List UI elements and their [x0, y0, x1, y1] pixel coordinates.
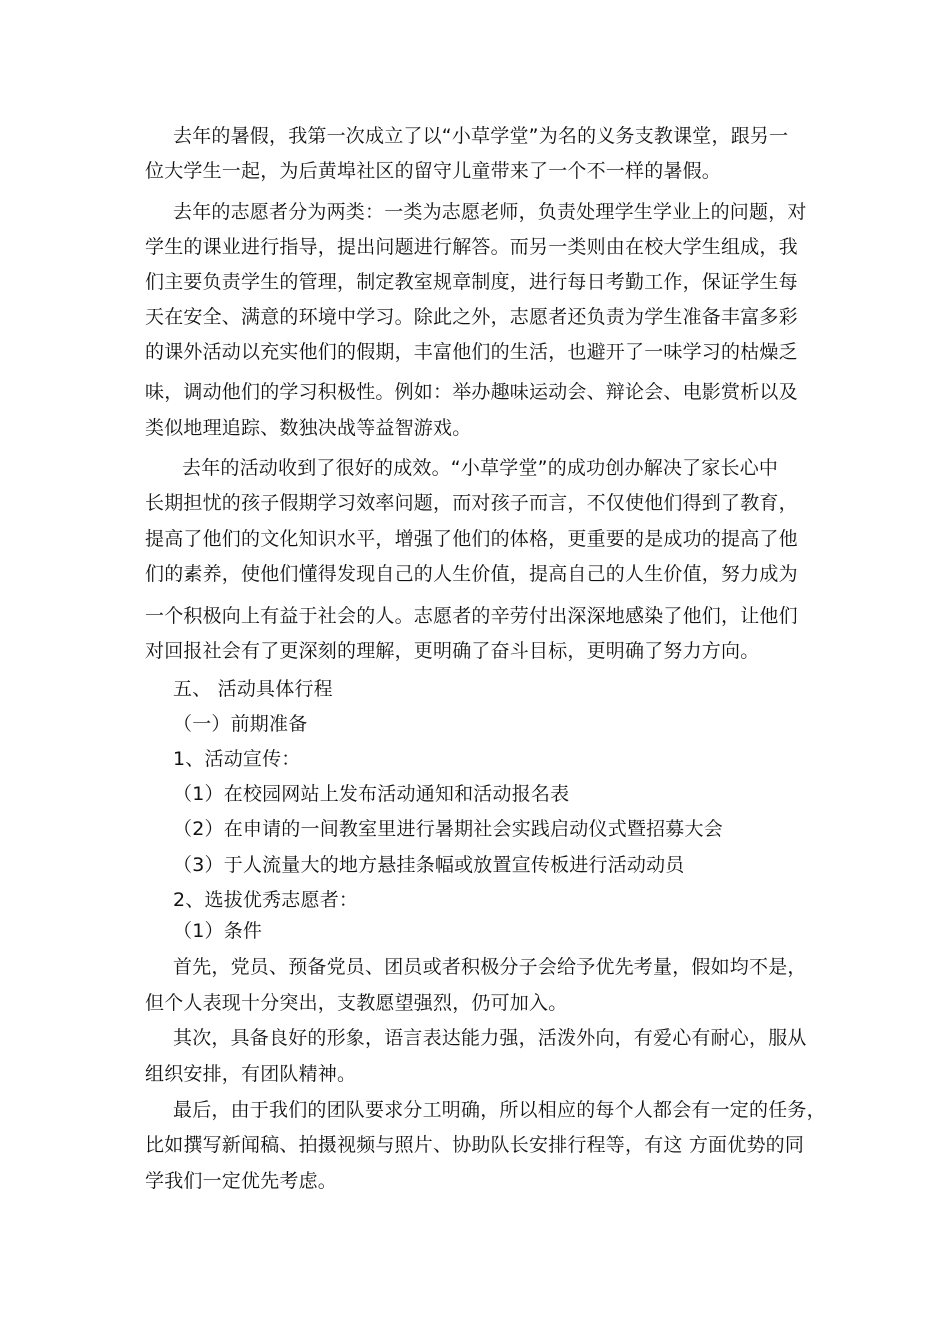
text-line: 们的素养，使他们懂得发现自己的人生价值，提高自己的人生价值，努力成为	[145, 563, 798, 585]
text-line: 去年的志愿者分为两类：一类为志愿老师，负责处理学生学业上的问题，对	[173, 201, 807, 223]
text-line: 学我们一定优先考虑。	[145, 1170, 338, 1192]
text-line: 其次，具备良好的形象，语言表达能力强，活泼外向，有爱心有耐心，服从	[173, 1027, 807, 1049]
list-item: （2）在申请的一间教室里进行暑期社会实践启动仪式暨招募大会	[173, 818, 723, 840]
text-line: 天在安全、满意的环境中学习。除此之外，志愿者还负责为学生准备丰富多彩	[145, 306, 798, 328]
subsection-heading: （一）前期准备	[173, 713, 308, 735]
text-line: 比如撰写新闻稿、拍摄视频与照片、协助队长安排行程等，有这 方面优势的同	[145, 1134, 805, 1156]
text-line: 但个人表现十分突出，支教愿望强烈，仍可加入。	[145, 992, 568, 1014]
text-line: 学生的课业进行指导，提出问题进行解答。而另一类则由在校大学生组成，我	[145, 236, 798, 258]
text-line: 位大学生一起，为后黄埠社区的留守儿童带来了一个不一样的暑假。	[145, 160, 722, 182]
list-item: （3）于人流量大的地方悬挂条幅或放置宣传板进行活动动员	[173, 854, 685, 876]
text-line: 去年的暑假，我第一次成立了以“小草学堂”为名的义务支教课堂，跟另一	[173, 125, 789, 147]
text-line: 味，调动他们的学习积极性。例如：举办趣味运动会、辩论会、电影赏析以及	[145, 381, 798, 403]
list-item: （1）在校园网站上发布活动通知和活动报名表	[173, 783, 570, 805]
text-line: 组织安排，有团队精神。	[145, 1063, 357, 1085]
text-line: 去年的活动收到了很好的成效。“小草学堂”的成功创办解决了家长心中	[182, 457, 779, 479]
text-line: 对回报社会有了更深刻的理解，更明确了奋斗目标，更明确了努力方向。	[145, 640, 760, 662]
text-line: 首先，党员、预备党员、团员或者积极分子会给予优先考量，假如均不是，	[173, 956, 807, 978]
text-line: 最后，由于我们的团队要求分工明确，所以相应的每个人都会有一定的任务，	[173, 1099, 826, 1121]
text-line: 一个积极向上有益于社会的人。志愿者的辛劳付出深深地感染了他们，让他们	[145, 605, 798, 627]
list-heading: 2、选拔优秀志愿者：	[173, 889, 359, 911]
text-line: 的课外活动以充实他们的假期，丰富他们的生活，也避开了一味学习的枯燥乏	[145, 341, 798, 363]
text-line: 类似地理追踪、数独决战等益智游戏。	[145, 417, 472, 439]
list-heading: 1、活动宣传：	[173, 748, 301, 770]
text-line: 们主要负责学生的管理，制定教室规章制度，进行每日考勤工作，保证学生每	[145, 271, 798, 293]
list-item: （1）条件	[173, 920, 263, 942]
text-line: 长期担忧的孩子假期学习效率问题，而对孩子而言，不仅使他们得到了教育，	[145, 492, 798, 514]
text-line: 提高了他们的文化知识水平，增强了他们的体格，更重要的是成功的提高了他	[145, 528, 798, 550]
section-heading: 五、 活动具体行程	[173, 678, 333, 700]
